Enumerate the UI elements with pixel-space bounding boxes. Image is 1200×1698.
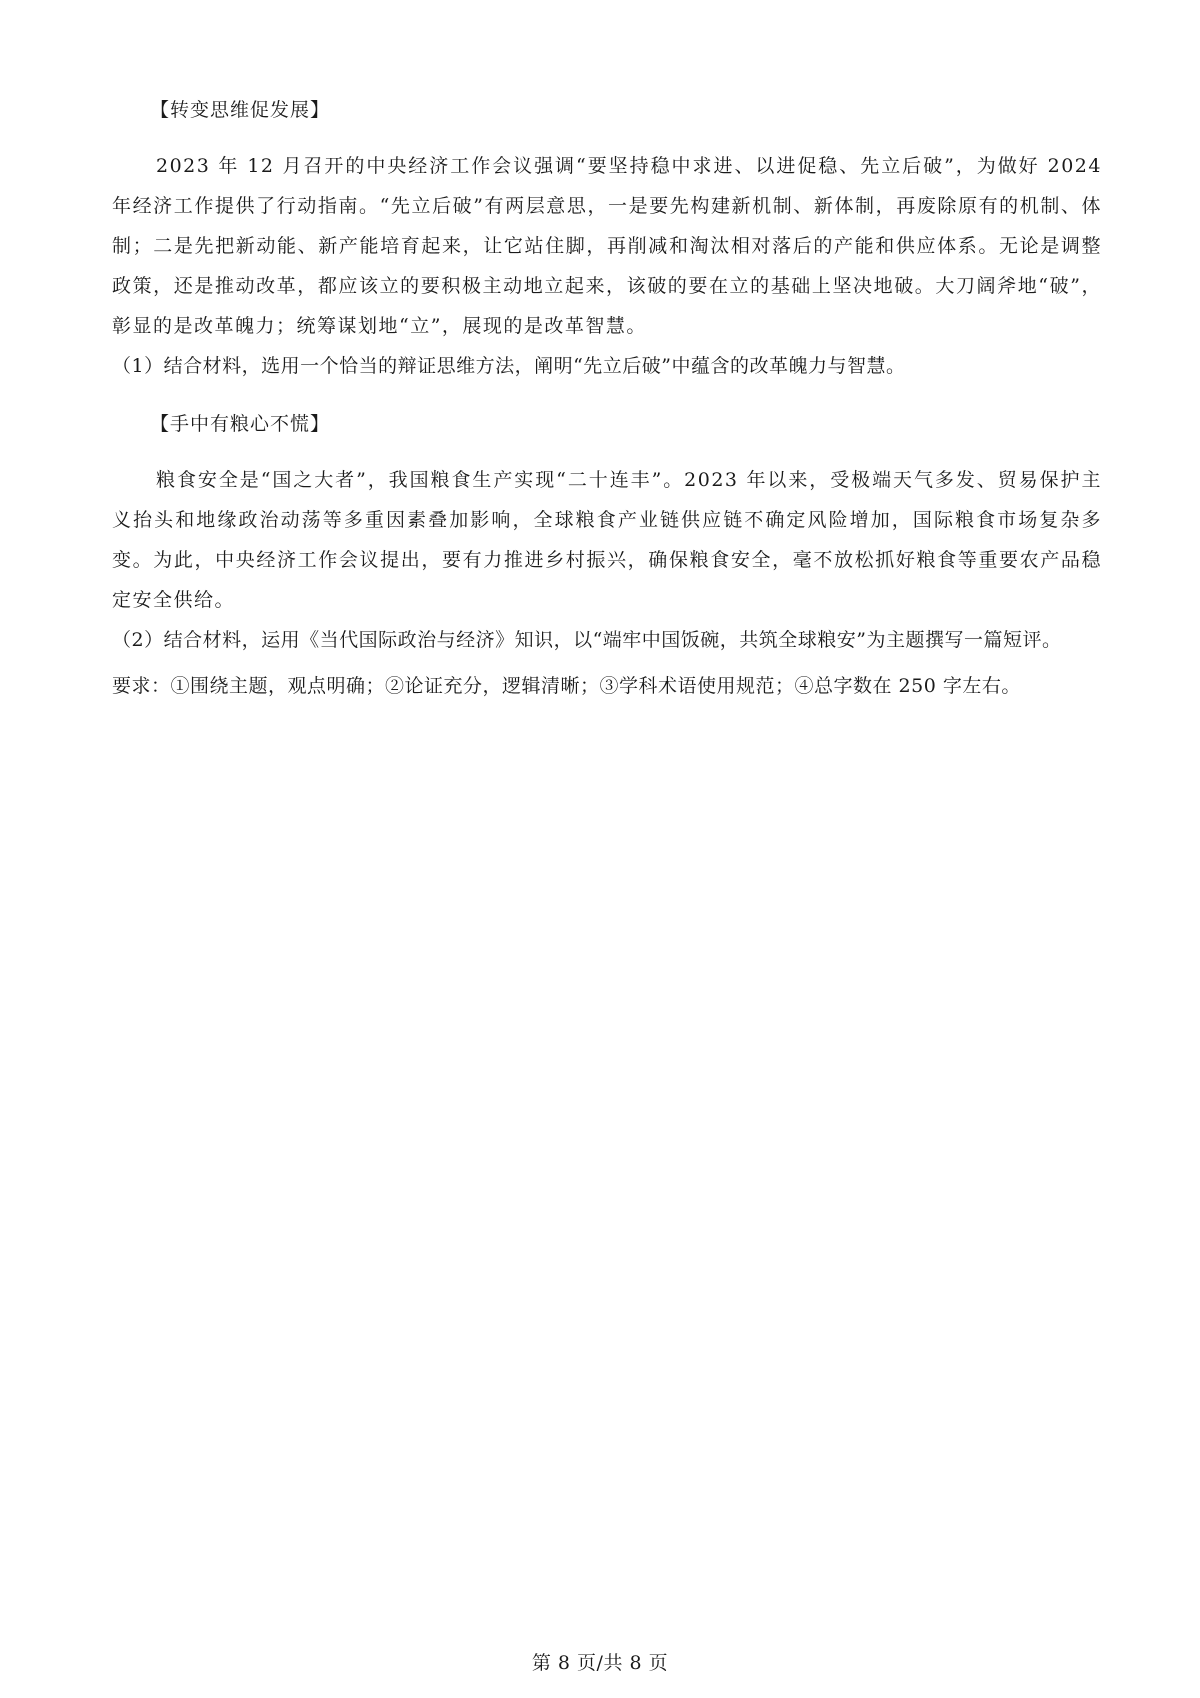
page-footer: 第 8 页/共 8 页 bbox=[531, 1652, 669, 1674]
material-paragraph-food-security: 粮食安全是“国之大者”，我国粮食生产实现“二十连丰”。2023 年以来，受极端天气多发、贸易保护主义抬头和地缘政治动荡等多重因素叠加影响，全球粮食产业链供应链不确定风险增加，国际粮食市场复杂多变。为此，中央经济工作会议提出，要有力推进乡村振兴，确保粮食安全，毫不放松抓好粮食等重要农产品稳定安全供给。 bbox=[112, 469, 1102, 611]
section-heading-thinking: 【转变思维促发展】 bbox=[150, 99, 331, 121]
document-body bbox=[112, 92, 1102, 722]
question-1: （1）结合材料，选用一个恰当的辩证思维方法，阐明“先立后破”中蕴含的改革魄力与智慧。 bbox=[112, 355, 906, 377]
material-paragraph-thinking: 2023 年 12 月召开的中央经济工作会议强调“要坚持稳中求进、以进促稳、先立后破”，为做好 2024 年经济工作提供了行动指南。“先立后破”有两层意思，一是要先构建新机制、新体制，再废除原有的机制、体制；二是先把新动能、新产能培育起来，让它站住脚，再削减和淘汰相对落后的产能和供应体系。无论是调整政策，还是推动改革，都应该立的要积极主动地立起来，该破的要在立的基础上坚决地破。大刀阔斧地“破”，彰显的是改革魄力；统筹谋划地“立”，展现的是改革智慧。 bbox=[112, 155, 1102, 337]
section-heading-food-security: 【手中有粮心不慌】 bbox=[150, 413, 331, 435]
question-2-requirements: 要求：①围绕主题，观点明确；②论证充分，逻辑清晰；③学科术语使用规范；④总字数在 250 字左右。 bbox=[112, 675, 1021, 697]
question-2: （2）结合材料，运用《当代国际政治与经济》知识，以“端牢中国饭碗，共筑全球粮安”为主题撰写一篇短评。 bbox=[112, 629, 1062, 651]
